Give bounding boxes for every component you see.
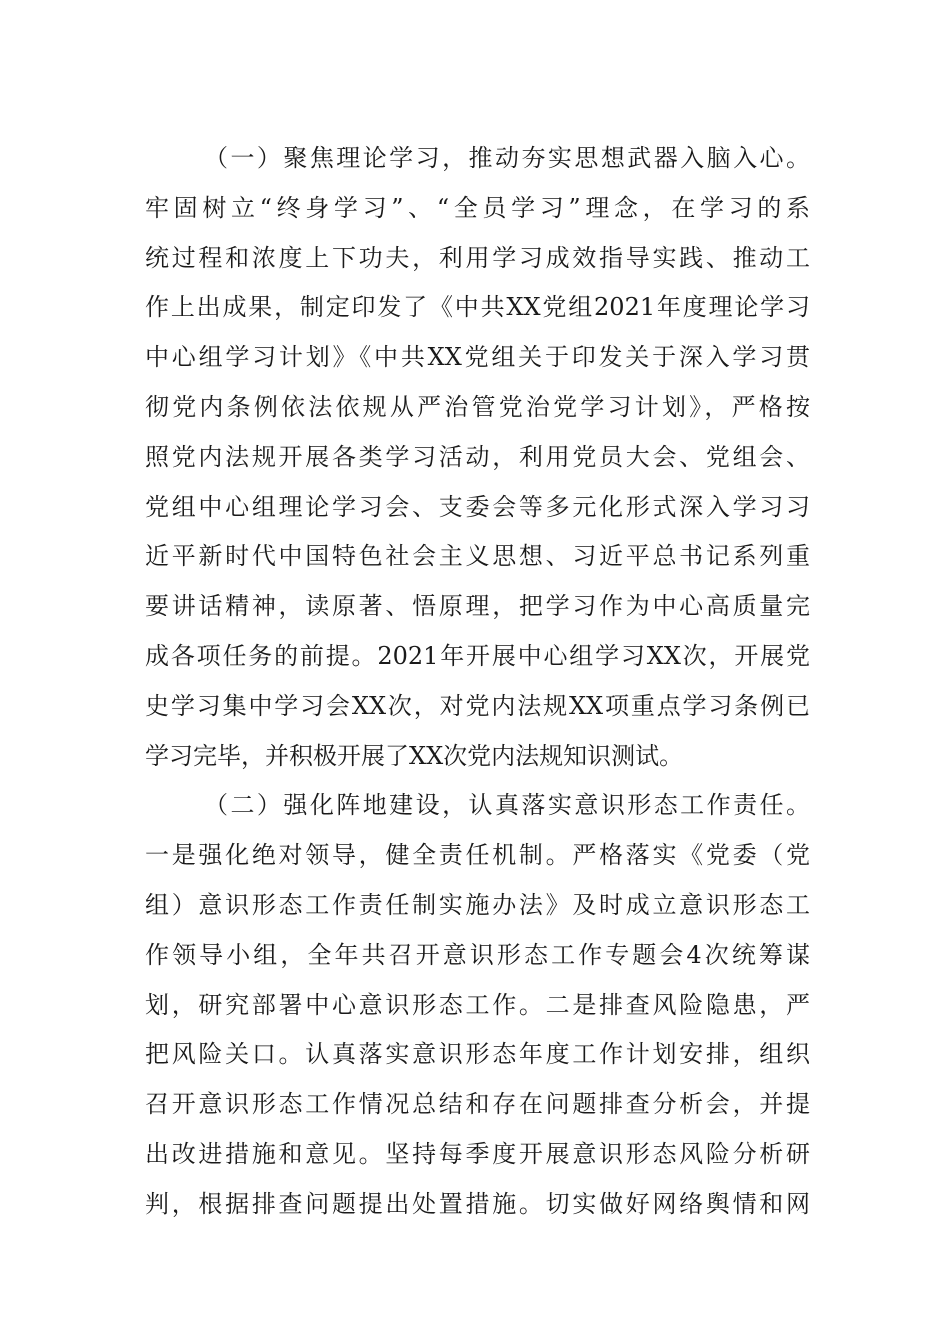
text-line: 近平新时代中国特色社会主义思想、习近平总书记系列重 <box>145 542 810 571</box>
text-line: 出改进措施和意见。坚持每季度开展意识形态风险分析研 <box>145 1139 810 1168</box>
paragraph-heading: （一）聚焦理论学习，推动夯实思想武器入脑入心。 <box>204 144 810 172</box>
text-line: 统过程和浓度上下功夫，利用学习成效指导实践、推动工 <box>145 243 810 272</box>
text-line: 把风险关口。认真落实意识形态年度工作计划安排，组织 <box>145 1040 810 1069</box>
text-line: 牢固树立“终身学习”、“全员学习”理念，在学习的系 <box>145 193 810 222</box>
text-line: 召开意识形态工作情况总结和存在问题排查分析会，并提 <box>145 1090 810 1119</box>
document-body <box>145 134 810 1230</box>
text-line: 组）意识形态工作责任制实施办法》及时成立意识形态工 <box>145 890 810 919</box>
paragraph-theory-study <box>145 134 810 781</box>
text-line: 中心组学习计划》《中共XX党组关于印发关于深入学习贯 <box>145 343 810 372</box>
text-line: 照党内法规开展各类学习活动，利用党员大会、党组会、 <box>145 442 810 471</box>
text-line: 党组中心组理论学习会、支委会等多元化形式深入学习习 <box>145 492 810 521</box>
text-line: 学习完毕，并积极开展了XX次党内法规知识测试。 <box>145 741 684 770</box>
text-line: 划，研究部署中心意识形态工作。二是排查风险隐患，严 <box>145 990 810 1019</box>
paragraph-heading: （二）强化阵地建设，认真落实意识形态工作责任。 <box>204 791 810 820</box>
text-line: 史学习集中学习会XX次，对党内法规XX项重点学习条例已 <box>145 691 810 720</box>
text-line: 判，根据排查问题提出处置措施。切实做好网络舆情和网 <box>145 1189 810 1218</box>
text-line: 成各项任务的前提。2021年开展中心组学习XX次，开展党 <box>145 641 810 670</box>
text-line: 作上出成果，制定印发了《中共XX党组2021年度理论学习 <box>145 293 810 322</box>
paragraph-ideology-work <box>145 781 810 1229</box>
text-line: 一是强化绝对领导，健全责任机制。严格落实《党委（党 <box>145 841 810 870</box>
text-line: 作领导小组，全年共召开意识形态工作专题会4次统筹谋 <box>145 940 810 969</box>
text-line: 要讲话精神，读原著、悟原理，把学习作为中心高质量完 <box>145 592 810 621</box>
text-line: 彻党内条例依法依规从严治管党治党学习计划》，严格按 <box>145 392 810 421</box>
